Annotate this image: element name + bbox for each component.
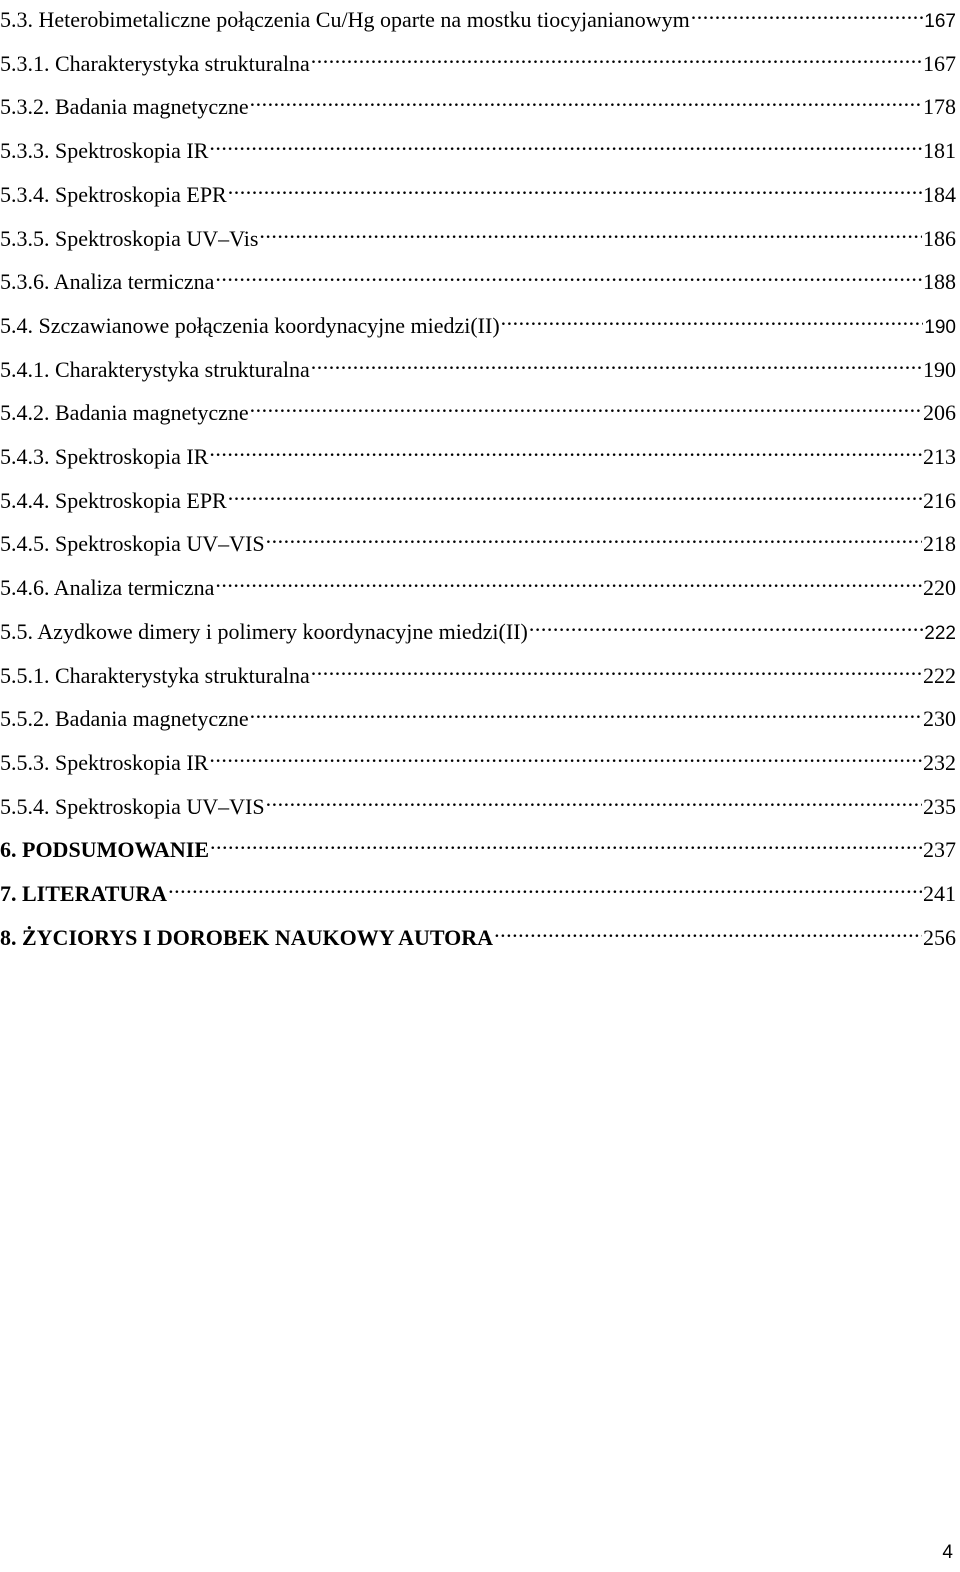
toc-entry[interactable]: [0, 390, 956, 426]
toc-entry-page: 237: [923, 837, 956, 863]
toc-dot-leader: [215, 259, 922, 289]
toc-dot-leader: [228, 478, 922, 508]
toc-entry-title: 7. LITERATURA: [0, 881, 168, 906]
toc-dot-leader: [209, 434, 922, 464]
toc-entry[interactable]: [0, 565, 956, 601]
toc-entry[interactable]: [0, 303, 956, 338]
toc-entry-page: 220: [923, 575, 956, 601]
toc-entry-page: 181: [923, 138, 956, 164]
toc-dot-leader: [209, 740, 922, 770]
toc-entry[interactable]: [0, 347, 956, 382]
toc-dot-leader: [494, 915, 922, 945]
toc-entry-title: 5.4.1. Charakterystyka strukturalna: [0, 356, 310, 382]
toc-dot-leader: [691, 0, 924, 27]
toc-entry[interactable]: [0, 827, 956, 863]
toc-entry-title: 5.4.6. Analiza termiczna: [0, 575, 215, 601]
toc-entry-page: 188: [923, 269, 956, 295]
toc-entry[interactable]: [0, 740, 956, 775]
toc-entry-page: 190: [924, 316, 956, 338]
toc-dot-leader: [250, 390, 922, 420]
toc-entry-page: 167: [923, 50, 956, 76]
toc-entry-page: 256: [923, 924, 956, 950]
toc-entry-page: 206: [923, 400, 956, 426]
toc-dot-leader: [168, 871, 922, 901]
toc-entry-page: 232: [923, 749, 956, 775]
toc-entry[interactable]: [0, 653, 956, 688]
toc-entry-page: 218: [923, 531, 956, 557]
toc-entry-title: 5.4.5. Spektroskopia UV–VIS: [0, 531, 265, 557]
toc-dot-leader: [215, 565, 922, 595]
toc-entry-title: 5.3. Heterobimetaliczne połączenia Cu/Hg oparte na mostku tiocyjanianowym: [0, 7, 690, 32]
toc-dot-leader: [311, 41, 922, 71]
toc-entry-title: 5.3.2. Badania magnetyczne: [0, 94, 249, 120]
toc-entry[interactable]: [0, 259, 956, 295]
toc-dot-leader: [311, 653, 922, 683]
toc-entry[interactable]: [0, 521, 956, 557]
toc-entry-title: 8. ŻYCIORYS I DOROBEK NAUKOWY AUTORA: [0, 924, 494, 950]
toc-entry-page: 241: [923, 881, 956, 906]
toc-entry[interactable]: [0, 784, 956, 819]
toc-dot-leader: [259, 216, 922, 246]
toc-entry[interactable]: [0, 216, 956, 251]
toc-entry[interactable]: [0, 609, 956, 644]
toc-entry-title: 5.5.2. Badania magnetyczne: [0, 706, 249, 732]
toc-entry-page: 216: [923, 487, 956, 513]
toc-entry-title: 5.3.1. Charakterystyka strukturalna: [0, 50, 310, 76]
toc-entry-page: 184: [923, 181, 956, 207]
toc-entry-page: 230: [923, 706, 956, 732]
toc-entry[interactable]: [0, 128, 956, 164]
toc-entry[interactable]: [0, 0, 956, 32]
toc-entry[interactable]: [0, 41, 956, 76]
toc-entry[interactable]: [0, 478, 956, 513]
toc-entry-page: 167: [924, 11, 956, 32]
toc-entry-title: 5.4. Szczawianowe połączenia koordynacyjne miedzi(II): [0, 312, 500, 338]
toc-entry[interactable]: [0, 172, 956, 207]
toc-entry-title: 5.5. Azydkowe dimery i polimery koordynacyjne miedzi(II): [0, 618, 528, 644]
toc-entry-title: 5.3.5. Spektroskopia UV–Vis: [0, 225, 259, 251]
toc-entry[interactable]: [0, 871, 956, 906]
toc-entry-title: 5.4.3. Spektroskopia IR: [0, 444, 209, 469]
toc-entry-page: 190: [923, 356, 956, 382]
toc-entry-page: 235: [923, 793, 956, 819]
toc-entry-title: 6. PODSUMOWANIE: [0, 837, 210, 863]
toc-entry[interactable]: [0, 434, 956, 469]
toc-entry-title: 5.5.4. Spektroskopia UV–VIS: [0, 793, 265, 819]
toc-entry-title: 5.5.3. Spektroskopia IR: [0, 749, 209, 775]
toc-entry-title: 5.4.4. Spektroskopia EPR: [0, 487, 227, 513]
toc-entry-title: 5.3.3. Spektroskopia IR: [0, 138, 209, 164]
toc-dot-leader: [311, 347, 922, 377]
toc-entry-page: 213: [923, 444, 956, 469]
toc-entry-page: 222: [924, 622, 956, 644]
toc-entry[interactable]: [0, 915, 956, 950]
toc-entry-title: 5.3.6. Analiza termiczna: [0, 269, 215, 295]
toc-entry-page: 178: [923, 94, 956, 120]
toc-entry-page: 186: [923, 225, 956, 251]
toc-dot-leader: [266, 784, 922, 814]
toc-dot-leader: [529, 609, 923, 639]
toc-dot-leader: [210, 827, 922, 857]
toc-dot-leader: [228, 172, 922, 202]
page-number: 4: [942, 1542, 953, 1563]
toc-dot-leader: [250, 84, 922, 114]
toc-entry[interactable]: [0, 84, 956, 120]
toc-entry-page: 222: [923, 662, 956, 688]
toc-entry[interactable]: [0, 696, 956, 732]
toc-entry-title: 5.3.4. Spektroskopia EPR: [0, 181, 227, 207]
toc-dot-leader: [266, 521, 922, 551]
toc-entry-title: 5.5.1. Charakterystyka strukturalna: [0, 662, 310, 688]
toc-dot-leader: [209, 128, 922, 158]
toc-entry-title: 5.4.2. Badania magnetyczne: [0, 400, 249, 426]
toc-dot-leader: [501, 303, 924, 333]
toc-dot-leader: [250, 696, 922, 726]
